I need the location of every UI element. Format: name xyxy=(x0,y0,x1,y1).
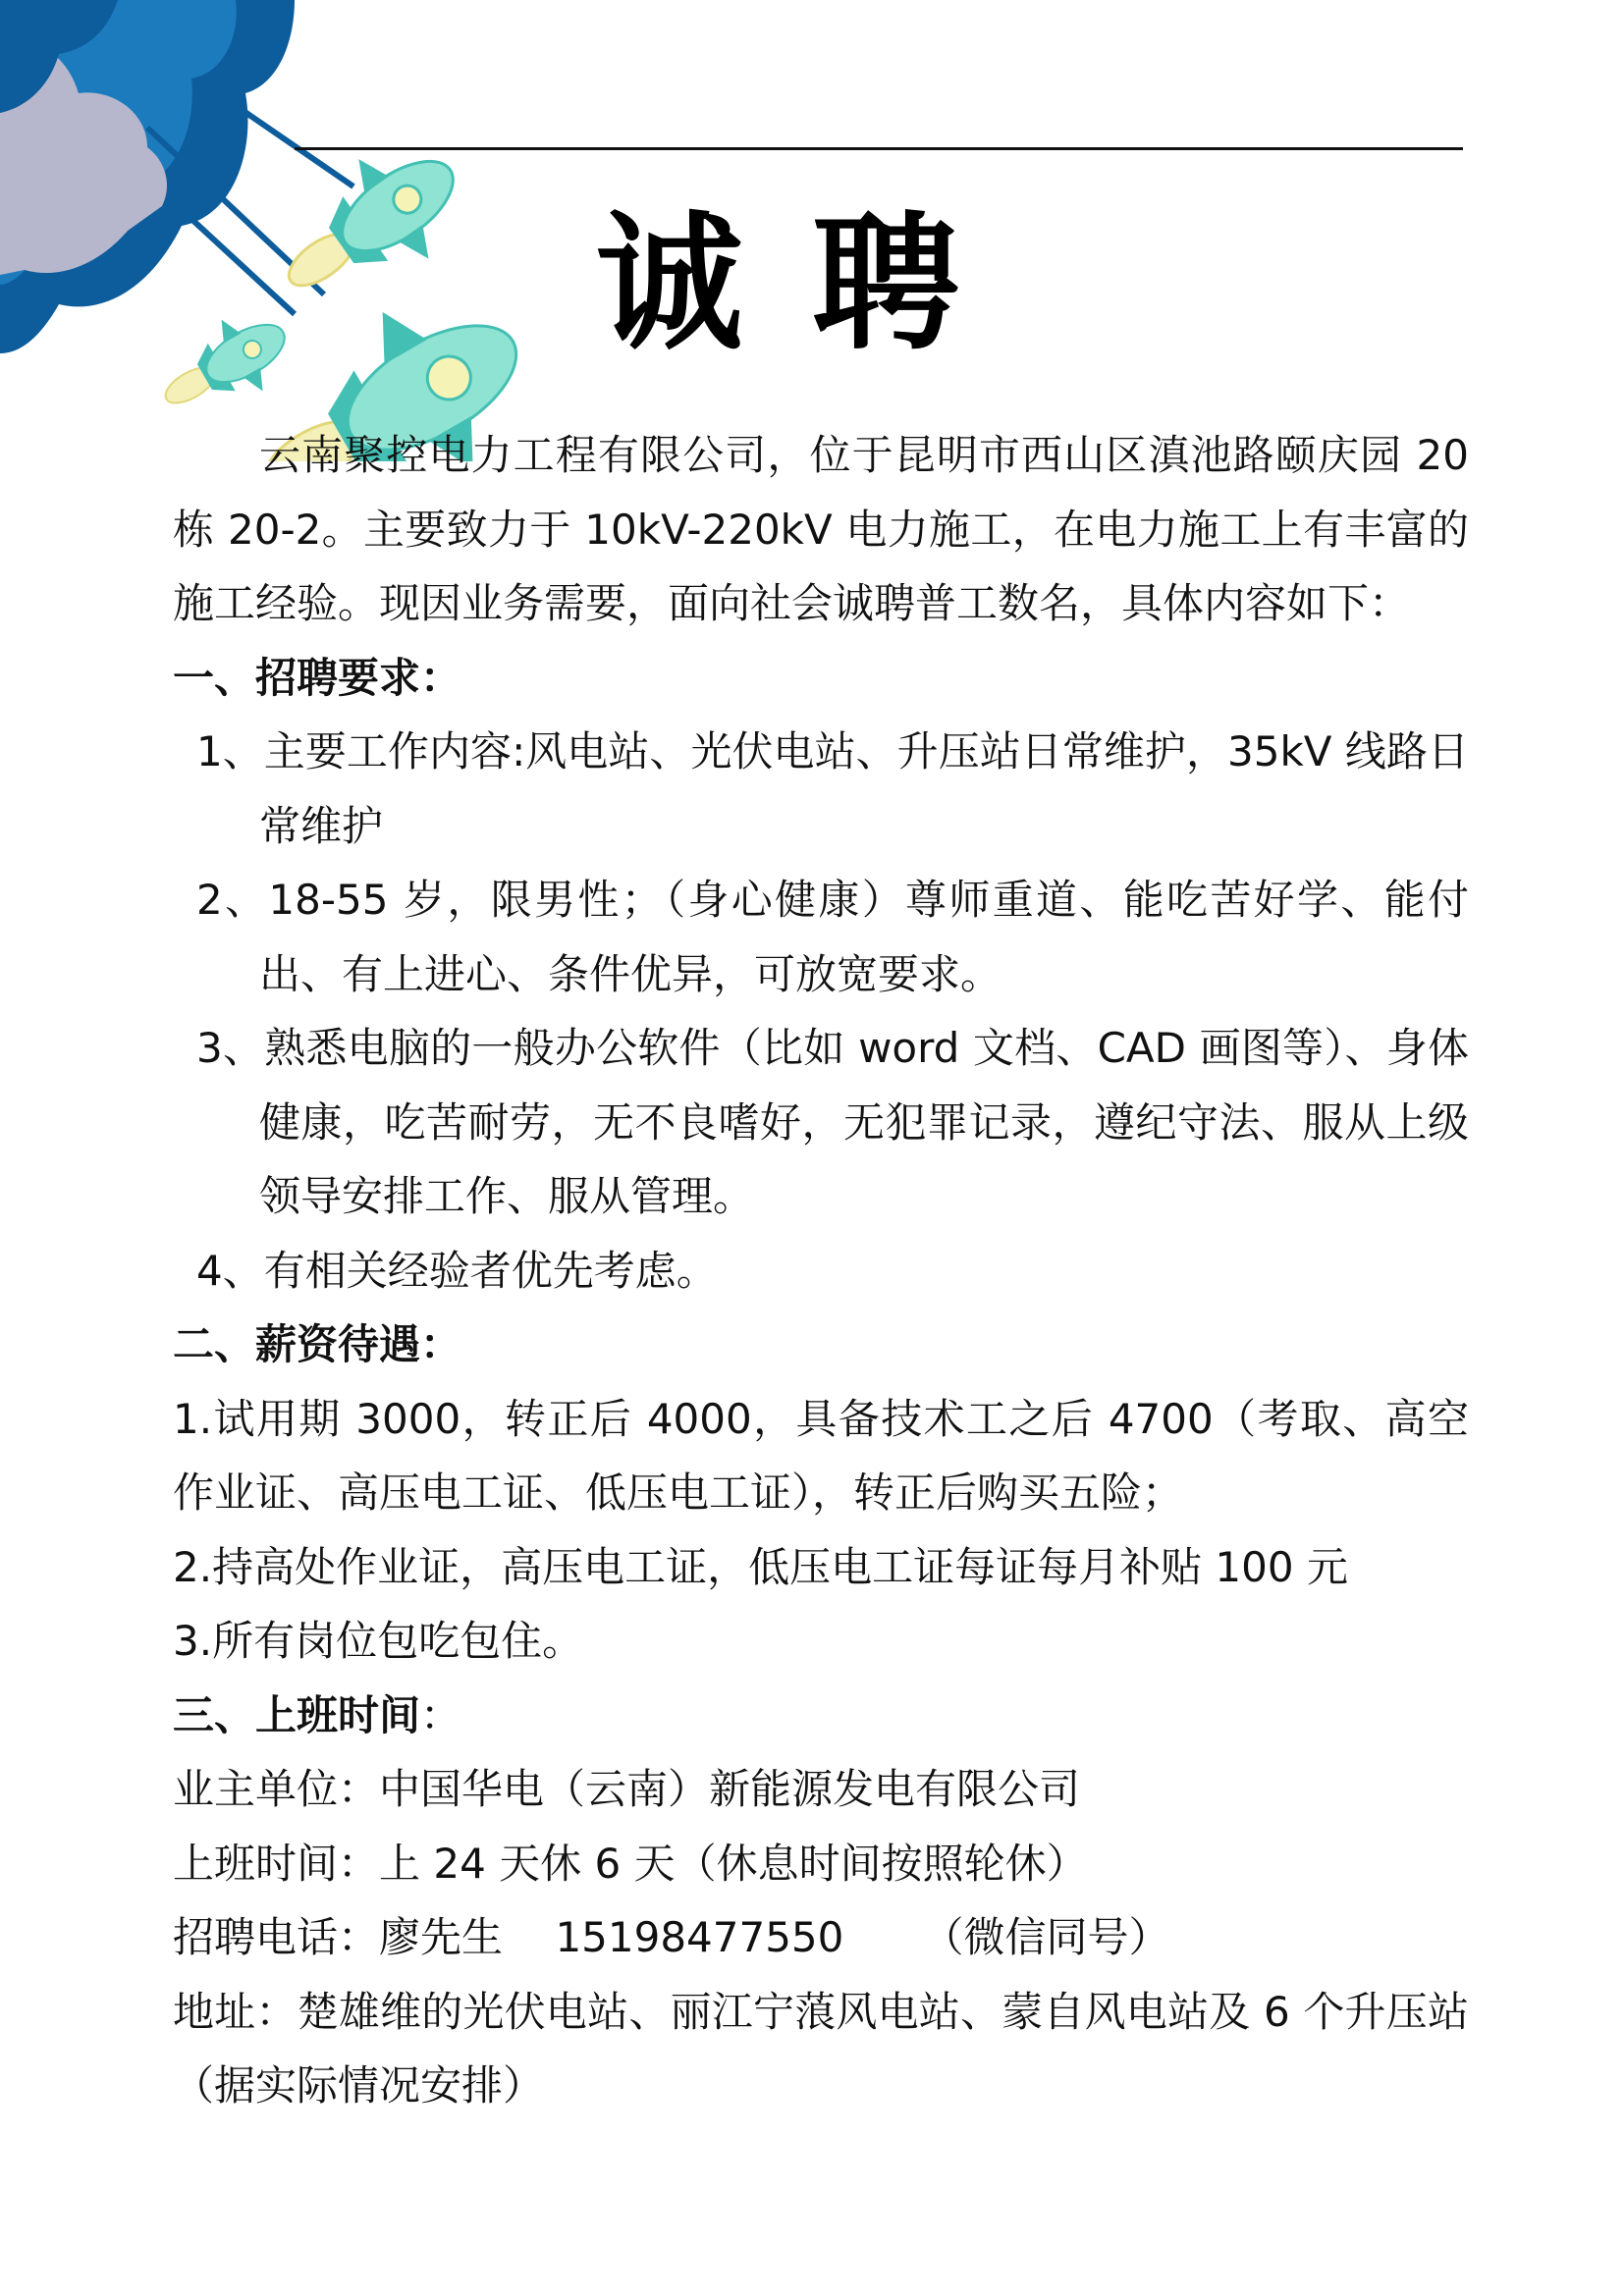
intro-paragraph: 云南聚控电力工程有限公司，位于昆明市西山区滇池路颐庆园 20 栋 20-2。主要致力于 10kV-220kV 电力施工，在电力施工上有丰富的施工经验。现因业务需要，面向社会诚聘普工数名，具体内容如下： xyxy=(173,431,1469,627)
requirement-item: 4、有相关经验者优先考虑。 xyxy=(196,1246,718,1295)
salary-item: 1.试用期 3000，转正后 4000，具备技术工之后 4700（考取、高空作业证、高压电工证、低压电工证），转正后购买五险； xyxy=(173,1394,1469,1517)
owner-value: 中国华电（云南）新能源发电有限公司 xyxy=(379,1765,1081,1813)
owner-label: 业主单位： xyxy=(173,1765,380,1813)
requirement-item: 3、熟悉电脑的一般办公软件（比如 word 文档、CAD 画图等）、身体健康，吃苦耐劳，无不良嗜好，无犯罪记录，遵纪守法、服从上级领导安排工作、服从管理。 xyxy=(196,1024,1469,1220)
section-heading-schedule: 三、上班时间 xyxy=(173,1690,421,1739)
salary-item: 3.所有岗位包吃包住。 xyxy=(173,1617,584,1665)
schedule-line xyxy=(173,1827,1469,1901)
contact-label: 招聘电话： xyxy=(173,1913,380,1961)
address-value: 楚雄维的光伏电站、丽江宁蒗风电站、蒙自风电站及 6 个升压站（据实际情况安排） xyxy=(173,1987,1469,2109)
contact-line xyxy=(173,1900,1469,1975)
section-heading-requirements: 一、招聘要求： xyxy=(173,653,462,702)
address-label: 地址： xyxy=(173,1987,298,2036)
section-heading-salary: 二、薪资待遇： xyxy=(173,1320,462,1368)
salary-item: 2.持高处作业证，高压电工证，低压电工证每证每月补贴 100 元 xyxy=(173,1542,1348,1591)
section-heading-colon: ： xyxy=(420,1690,462,1739)
schedule-value: 上 24 天休 6 天（休息时间按照轮休） xyxy=(379,1839,1088,1888)
top-divider xyxy=(295,147,1463,150)
document-body xyxy=(173,418,1469,2123)
owner-line xyxy=(173,1752,1469,1827)
requirement-item: 1、主要工作内容:风电站、光伏电站、升压站日常维护，35kV 线路日常维护 xyxy=(196,727,1469,850)
schedule-label: 上班时间： xyxy=(173,1839,380,1888)
contact-note: （微信同号） xyxy=(922,1913,1170,1961)
requirement-item: 2、18-55 岁，限男性；（身心健康）尊师重道、能吃苦好学、能付出、有上进心、条件优异，可放宽要求。 xyxy=(196,876,1469,998)
contact-phone: 15198477550 xyxy=(555,1913,844,1961)
address-line xyxy=(173,1975,1469,2123)
contact-name: 廖先生 xyxy=(379,1913,504,1961)
page-title: 诚聘 xyxy=(595,199,1028,370)
section-heading-schedule-line xyxy=(173,1679,1469,1753)
